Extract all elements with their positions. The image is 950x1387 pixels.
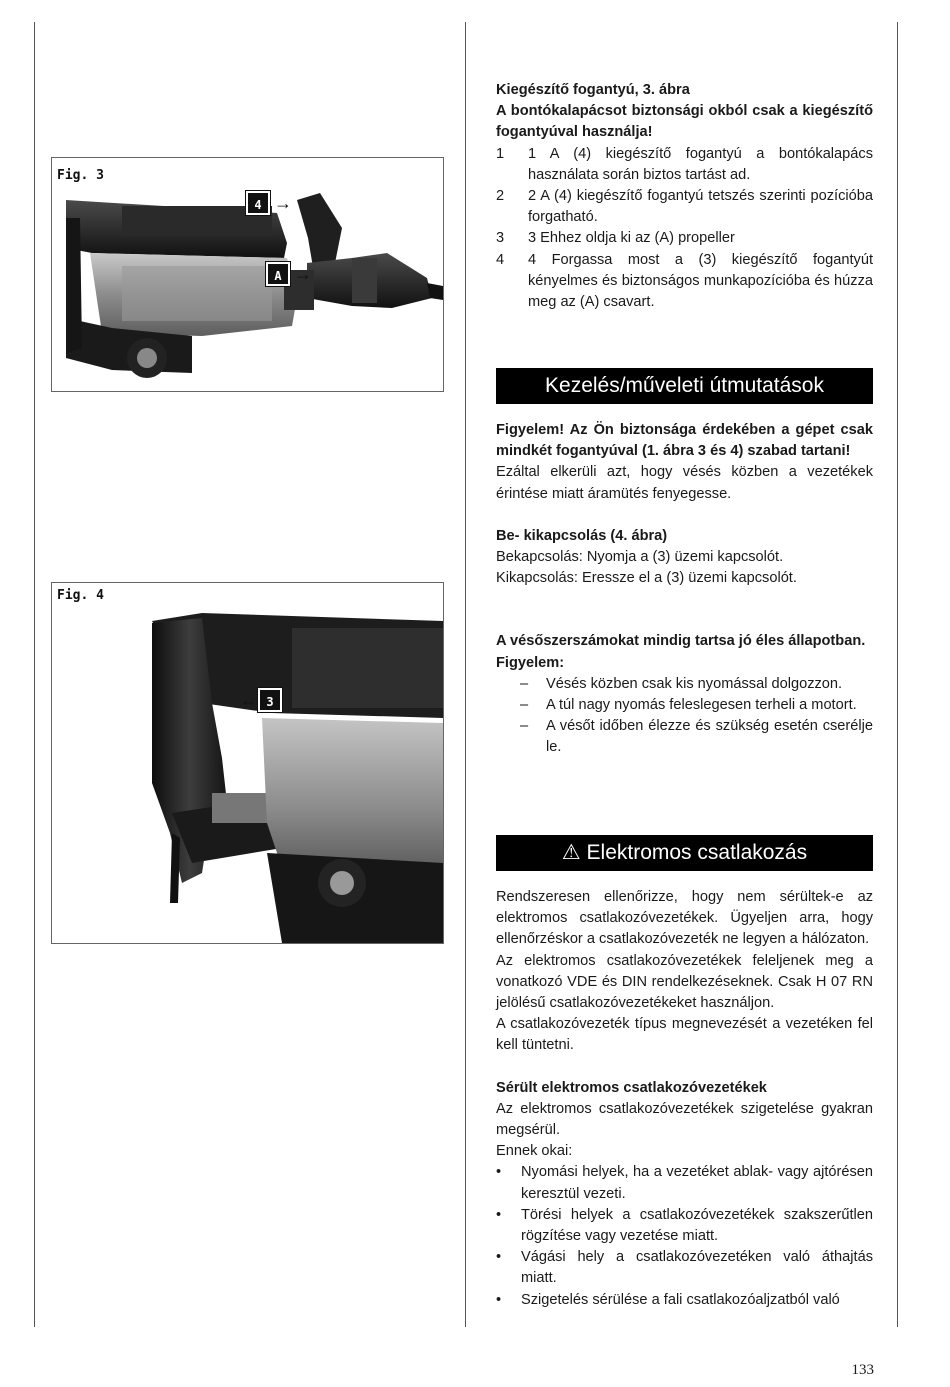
arrow-right-icon: → bbox=[294, 264, 312, 284]
banner-operation bbox=[496, 368, 873, 404]
para-check-cables: Rendszeresen ellenőrizze, hogy nem sérültek-e az elektromos csatlakozóvezetékek. Ügyeljen arra, hogy ellenőrzéskor a csatlakozóvezeték ne legyen a hálózaton. bbox=[496, 889, 873, 948]
bullet-item: • Törési helyek a csatlakozóvezetékek szakszerűtlen rögzítése vagy vezetése miatt. bbox=[496, 1206, 873, 1245]
demolition-hammer-handle-image bbox=[52, 583, 443, 943]
damaged-heading: Sérült elektromos csatlakozóvezetékek bbox=[496, 1079, 767, 1096]
banner-electrical-title bbox=[496, 835, 873, 871]
step-1: 1 1 A (4) kiegészítő fogantyú a bontókalapács használata során biztos tartást ad. bbox=[496, 145, 873, 183]
page-number: 133 bbox=[851, 1362, 874, 1378]
dash-item: – A túl nagy nyomás feleslegesen terheli a motort. bbox=[520, 697, 857, 714]
safety-intro: A bontókalapácsot biztonsági okból csak a kiegészítő fogantyúval használja! bbox=[496, 103, 873, 141]
warning-triangle-icon: ⚠ bbox=[561, 841, 581, 864]
causes-label: Ennek okai: bbox=[496, 1143, 573, 1160]
left-margin-rule bbox=[34, 22, 35, 1327]
dash-item: – Vésés közben csak kis nyomással dolgozzon. bbox=[520, 675, 843, 692]
right-margin-rule bbox=[897, 22, 898, 1327]
para-vde-din: Az elektromos csatlakozóvezetékek feleljenek meg a vonatkozó VDE és DIN rendelkezéseknek. Csak H 07 RN jelölésű csatlakozóvezetékeket használjon. bbox=[496, 952, 873, 1012]
bullet-item: • Nyomási helyek, ha a vezetéket ablak- vagy ajtórésen keresztül vezeti. bbox=[496, 1164, 873, 1202]
section-electrical bbox=[496, 887, 873, 1311]
attention-label: Figyelem: bbox=[496, 654, 565, 671]
switch-on-text: Bekapcsolás: Nyomja a (3) üzemi kapcsolót. bbox=[496, 549, 784, 566]
callout-4: 4 bbox=[246, 191, 270, 215]
section-heading: Kiegészítő fogantyú, 3. ábra bbox=[496, 82, 690, 98]
switch-heading: Be- kikapcsolás (4. ábra) bbox=[496, 527, 668, 544]
section-operation bbox=[496, 420, 873, 759]
callout-a: A bbox=[266, 262, 290, 286]
figure-4-label: Fig. 4 bbox=[57, 588, 104, 603]
center-column-rule bbox=[465, 22, 466, 1327]
step-4: 4 4 Forgassa most a (3) kiegészítő fogantyút kényelmes és biztonságos munkapozícióba és húzza meg az (A) csavart. bbox=[496, 251, 873, 311]
dash-item: – A vésőt időben élezze és szükség esetén cserélje le. bbox=[520, 718, 873, 756]
figure-3-label: Fig. 3 bbox=[57, 168, 104, 183]
para-cable-type: A csatlakozóvezeték típus megnevezését a vezetéken fel kell tüntetni. bbox=[496, 1016, 873, 1054]
tools-heading: A vésőszerszámokat mindig tartsa jó éles állapotban. bbox=[496, 633, 866, 650]
figure-3 bbox=[51, 157, 444, 392]
step-2: 2 2 A (4) kiegészítő fogantyú tetszés szerinti pozícióba forgatható. bbox=[496, 188, 873, 226]
warning-text: Ezáltal elkerüli azt, hogy vésés közben a vezetékek érintése miatt áramütés fenyegesse. bbox=[496, 464, 873, 502]
damaged-text: Az elektromos csatlakozóvezetékek szigetelése gyakran megsérül. bbox=[496, 1100, 873, 1139]
callout-3: 3 bbox=[258, 688, 282, 712]
figure-4 bbox=[51, 582, 444, 944]
bullet-item: • Szigetelés sérülése a fali csatlakozóaljzatból való bbox=[496, 1291, 840, 1308]
section-auxiliary-handle bbox=[496, 80, 873, 313]
switch-off-text: Kikapcsolás: Eressze el a (3) üzemi kapcsolót. bbox=[496, 570, 797, 587]
step-3: 3 3 Ehhez oldja ki az (A) propeller bbox=[496, 230, 735, 247]
warning-bold: Figyelem! Az Ön biztonsága érdekében a gépet csak mindkét fogantyúval (1. ábra 3 és 4) szabad tartani! bbox=[496, 422, 873, 460]
banner-electrical bbox=[496, 835, 873, 871]
arrow-left-icon: ← bbox=[240, 690, 258, 710]
bullet-item: • Vágási hely a csatlakozóvezetéken való áthajtás miatt. bbox=[496, 1249, 873, 1287]
banner-operation-title: Kezelés/műveleti útmutatások bbox=[496, 368, 873, 404]
banner-electrical-text: Elektromos csatlakozás bbox=[586, 841, 808, 864]
arrow-right-icon: → bbox=[274, 193, 292, 213]
